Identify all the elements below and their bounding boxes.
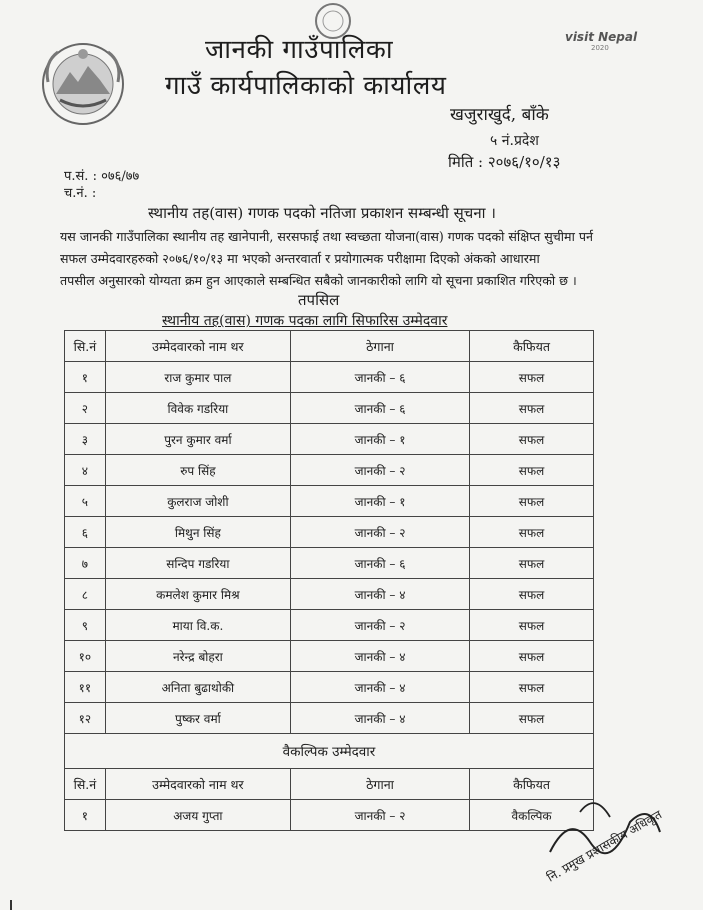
- alternate-section-row: [65, 734, 594, 769]
- column-header: ठेगाना: [291, 331, 470, 362]
- table-row: [65, 800, 594, 831]
- name-cell: राज कुमार पाल: [105, 362, 290, 393]
- serial-cell: २: [65, 393, 106, 424]
- column-header: उम्मेदवारको नाम थर: [105, 331, 290, 362]
- table-row: [65, 703, 594, 734]
- table-row: [65, 424, 594, 455]
- serial-cell: ८: [65, 579, 106, 610]
- name-cell: अजय गुप्ता: [105, 800, 290, 831]
- column-header: उम्मेदवारको नाम थर: [105, 769, 290, 800]
- table-row: [65, 672, 594, 703]
- name-cell: विवेक गडरिया: [105, 393, 290, 424]
- office-address: खजुराखुर्द, बाँके: [450, 105, 549, 125]
- serial-cell: १०: [65, 641, 106, 672]
- table-row: [65, 486, 594, 517]
- schedule-label: तपसिल: [298, 291, 340, 309]
- name-cell: पुष्कर वर्मा: [105, 703, 290, 734]
- table-row: [65, 579, 594, 610]
- remarks-cell: वैकल्पिक: [470, 800, 594, 831]
- column-header: सि.नं: [65, 769, 106, 800]
- table-row: [65, 393, 594, 424]
- notice-date: मिति : २०७६/१०/१३: [448, 153, 561, 171]
- remarks-cell: सफल: [470, 362, 594, 393]
- name-cell: पुरन कुमार वर्मा: [105, 424, 290, 455]
- notice-body-line: सफल उम्मेदवारहरुको २०७६/१०/१३ मा भएको अन्तरवार्ता र प्रयोगात्मक परीक्षामा दिएको अंकको आधारमा: [60, 251, 540, 266]
- remarks-cell: सफल: [470, 486, 594, 517]
- name-cell: नरेन्द्र बोहरा: [105, 641, 290, 672]
- municipality-title: जानकी गाउँपालिका: [205, 35, 394, 65]
- signature-title: नि. प्रमुख प्रशासकीय अधिकृत: [544, 807, 665, 885]
- table-row: [65, 517, 594, 548]
- name-cell: मिथुन सिंह: [105, 517, 290, 548]
- table-title: स्थानीय तह(वास) गणक पदका लागि सिफारिस उम्मेदवार: [162, 313, 448, 329]
- name-cell: सन्दिप गडरिया: [105, 548, 290, 579]
- remarks-cell: सफल: [470, 548, 594, 579]
- scan-edge-mark: [10, 900, 12, 910]
- table-header-row: [65, 331, 594, 362]
- alternate-header-row: [65, 769, 594, 800]
- remarks-cell: सफल: [470, 424, 594, 455]
- remarks-cell: सफल: [470, 579, 594, 610]
- name-cell: कमलेश कुमार मिश्र: [105, 579, 290, 610]
- remarks-cell: सफल: [470, 517, 594, 548]
- dispatch-number: च.नं. :: [64, 186, 97, 201]
- table-row: [65, 610, 594, 641]
- office-title: गाउँ कार्यपालिकाको कार्यालय: [165, 71, 447, 101]
- remarks-cell: सफल: [470, 641, 594, 672]
- visit-nepal-logo: visit Nepal 2020: [565, 30, 638, 52]
- remarks-cell: सफल: [470, 672, 594, 703]
- serial-cell: ४: [65, 455, 106, 486]
- address-cell: जानकी – ६: [291, 548, 470, 579]
- remarks-cell: सफल: [470, 393, 594, 424]
- notice-body: [60, 226, 660, 292]
- name-cell: रुप सिंह: [105, 455, 290, 486]
- address-cell: जानकी – ४: [291, 703, 470, 734]
- address-cell: जानकी – २: [291, 517, 470, 548]
- remarks-cell: सफल: [470, 455, 594, 486]
- alternate-section-title: वैकल्पिक उम्मेदवार: [65, 734, 594, 769]
- column-header: सि.नं: [65, 331, 106, 362]
- serial-cell: ११: [65, 672, 106, 703]
- serial-cell: १: [65, 800, 106, 831]
- serial-cell: १२: [65, 703, 106, 734]
- name-cell: अनिता बुढाथोकी: [105, 672, 290, 703]
- notice-subject: स्थानीय तह(वास) गणक पदको नतिजा प्रकाशन सम्बन्धी सूचना ।: [148, 204, 496, 222]
- address-cell: जानकी – २: [291, 610, 470, 641]
- serial-cell: ९: [65, 610, 106, 641]
- table-row: [65, 548, 594, 579]
- notice-body-line: यस जानकी गाउँपालिका स्थानीय तह खानेपानी, सरसफाई तथा स्वच्छता योजना(वास) गणक पदको संक्षिप्त सुचीमा पर्न: [60, 229, 593, 244]
- column-header: कैफियत: [470, 331, 594, 362]
- notice-body-line: तपसील अनुसारको योग्यता क्रम हुन आएकाले सम्बन्धित सबैको जानकारीको लागि यो सूचना प्रकाशित गरिएको छ ।: [60, 273, 577, 288]
- government-emblem-icon: [38, 42, 128, 127]
- address-cell: जानकी – ४: [291, 672, 470, 703]
- address-cell: जानकी – ६: [291, 362, 470, 393]
- serial-cell: ६: [65, 517, 106, 548]
- address-cell: जानकी – २: [291, 455, 470, 486]
- address-cell: जानकी – ६: [291, 393, 470, 424]
- remarks-cell: सफल: [470, 703, 594, 734]
- remarks-cell: सफल: [470, 610, 594, 641]
- officer-signature: [540, 772, 690, 892]
- name-cell: माया वि.क.: [105, 610, 290, 641]
- address-cell: जानकी – २: [291, 800, 470, 831]
- column-header: ठेगाना: [291, 769, 470, 800]
- address-cell: जानकी – ४: [291, 579, 470, 610]
- serial-cell: ३: [65, 424, 106, 455]
- serial-cell: ५: [65, 486, 106, 517]
- table-row: [65, 455, 594, 486]
- address-cell: जानकी – १: [291, 424, 470, 455]
- address-cell: जानकी – १: [291, 486, 470, 517]
- serial-cell: १: [65, 362, 106, 393]
- candidates-table: [64, 330, 594, 831]
- table-row: [65, 641, 594, 672]
- address-cell: जानकी – ४: [291, 641, 470, 672]
- reference-number: प.सं. : ०७६/७७: [64, 169, 140, 184]
- serial-cell: ७: [65, 548, 106, 579]
- name-cell: कुलराज जोशी: [105, 486, 290, 517]
- province: ५ नं.प्रदेश: [490, 133, 539, 149]
- table-row: [65, 362, 594, 393]
- column-header: कैफियत: [470, 769, 594, 800]
